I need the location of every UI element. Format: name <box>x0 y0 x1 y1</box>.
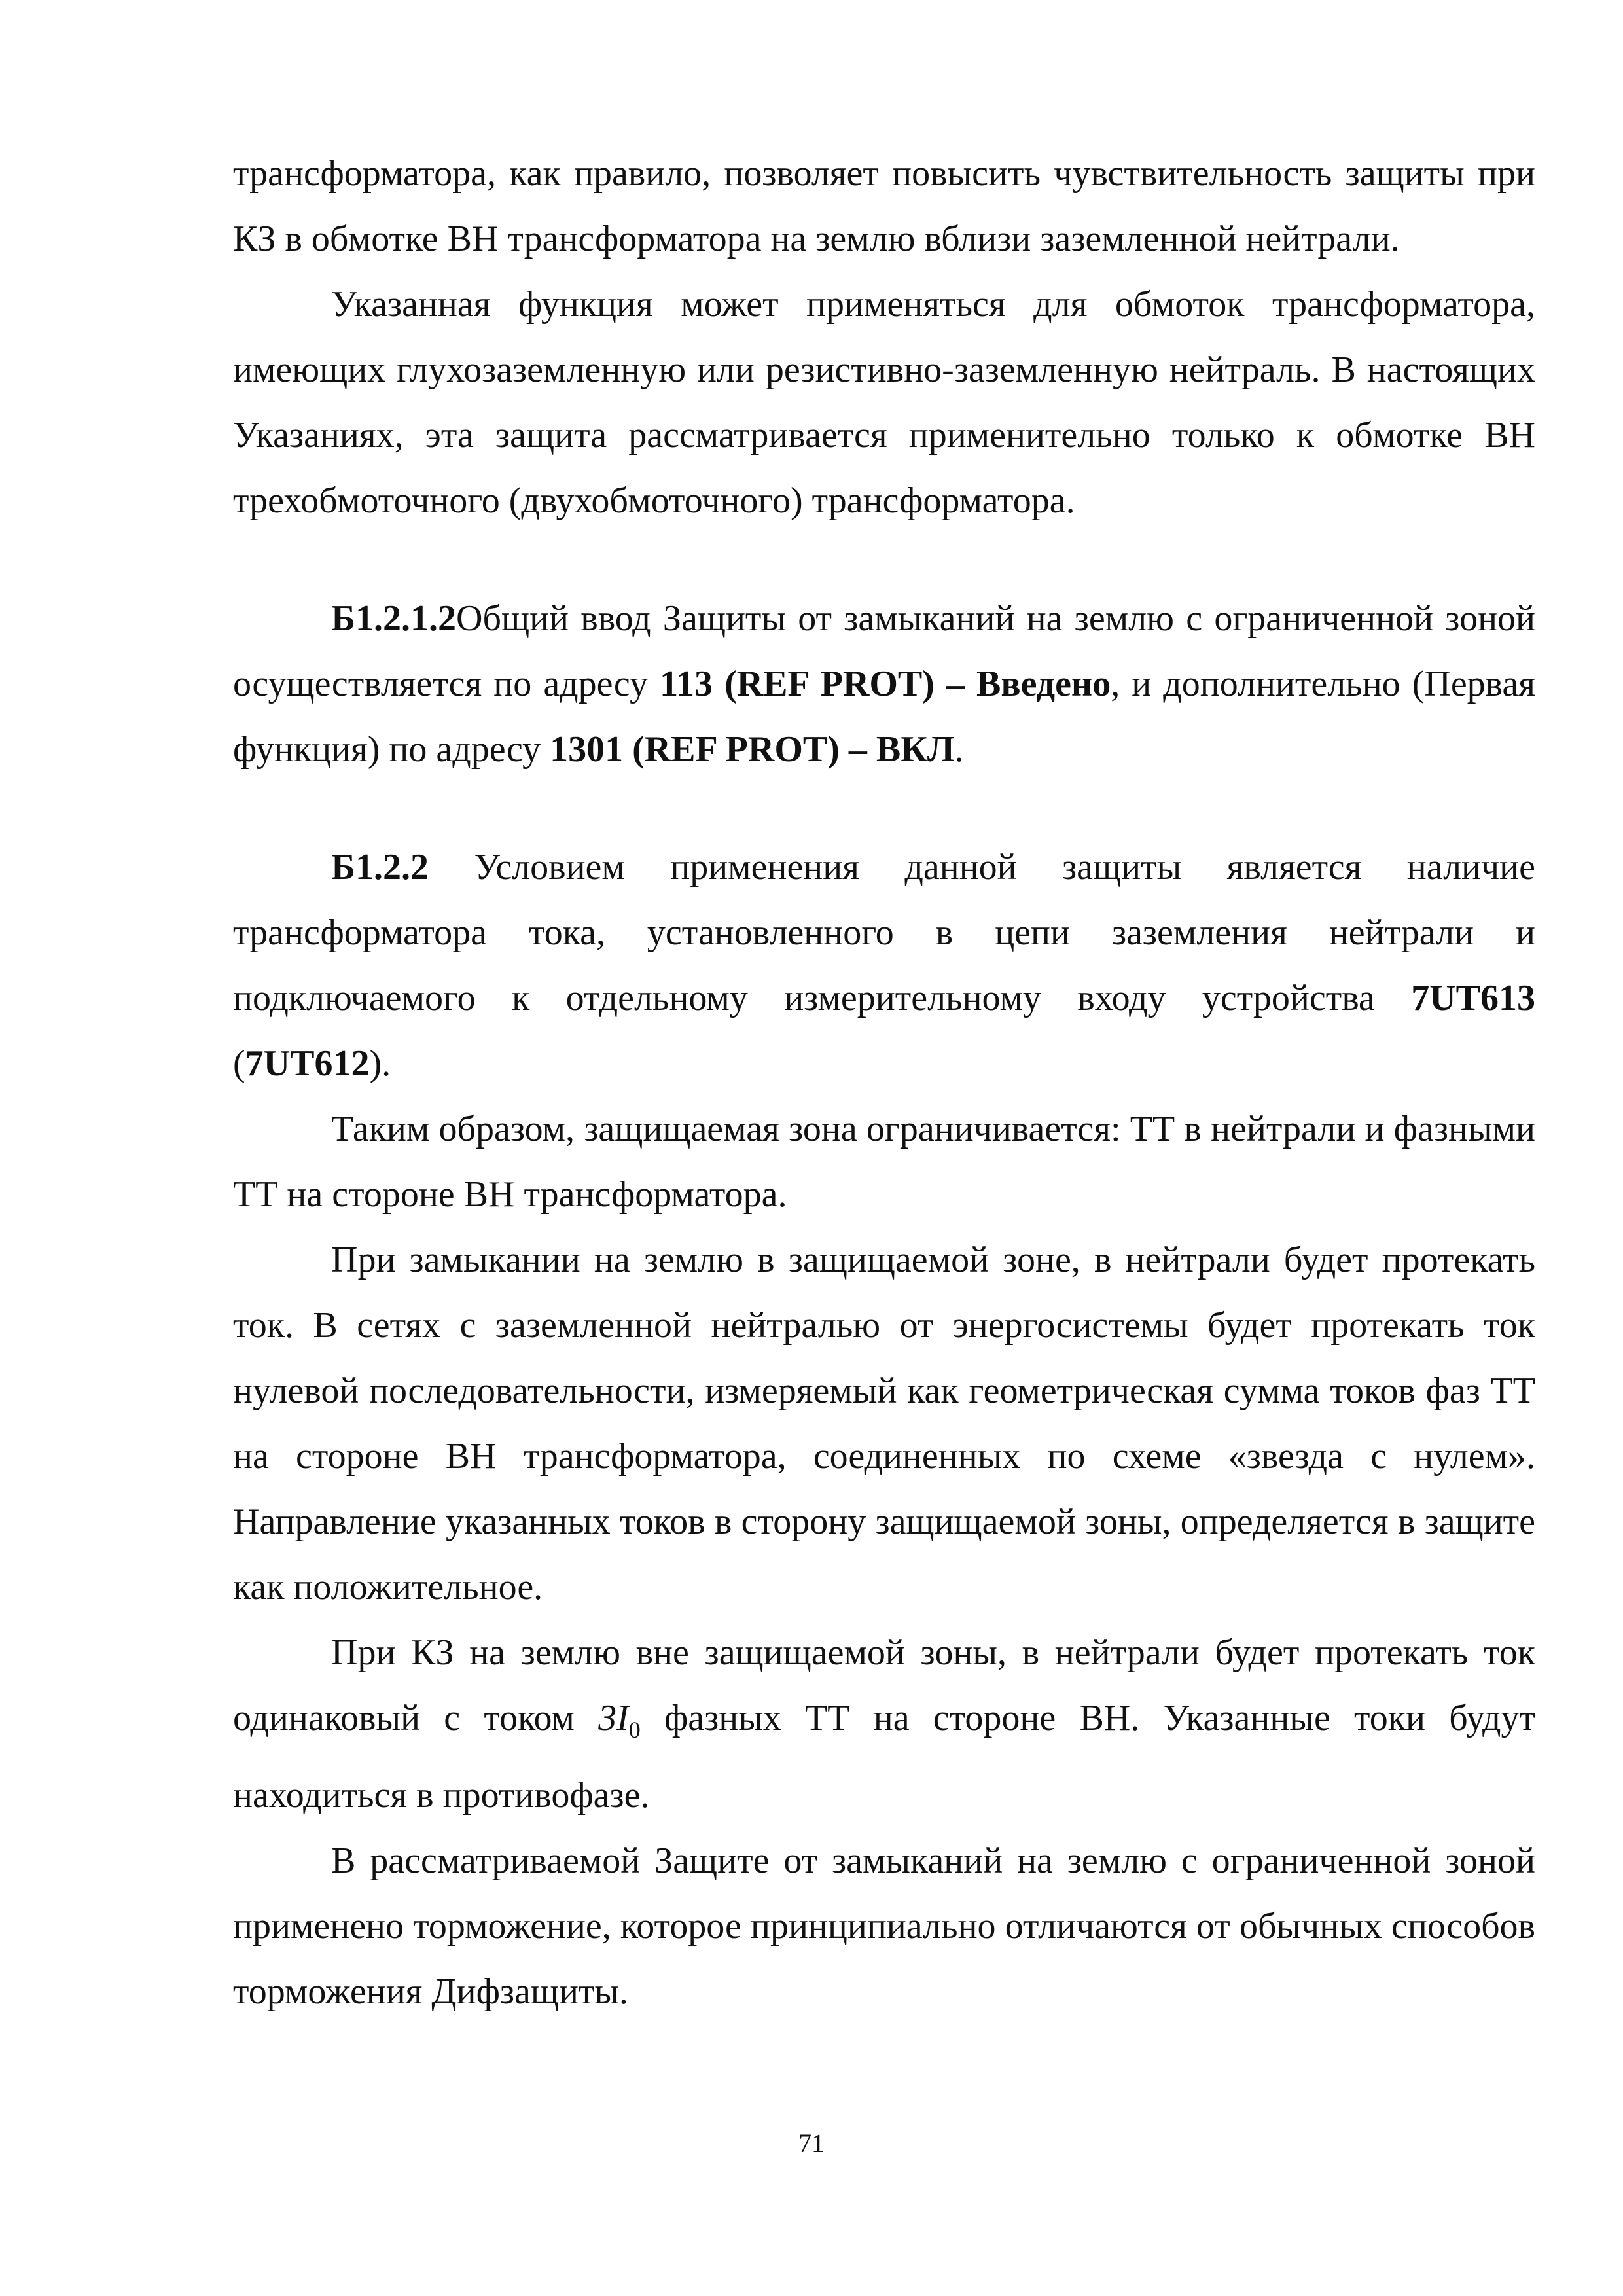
paragraph-restraint: В рассматриваемой Защите от замыканий на землю с ограниченной зоной применено торможение, которое принципиально отличаются от обычных способов торможения Дифзащиты. <box>233 1840 1535 2012</box>
document-body <box>233 141 1535 2024</box>
section-number: Б1.2.1.2 <box>331 598 457 639</box>
paragraph-text: фазных ТТ на стороне ВН. Указанные токи будут находиться в противофазе. <box>233 1698 1535 1816</box>
symbol-main: 3I <box>598 1698 629 1738</box>
paragraph-text: . <box>954 729 964 770</box>
address-setting: 1301 (REF PROT) – ВКЛ <box>550 729 955 770</box>
paragraph-text: Условием применения данной защиты является наличие трансформатора тока, установленного в цепи заземления нейтрали и подключаемого к отдельному измерительному входу устройства <box>233 847 1535 1018</box>
paragraph-protected-zone: Таким образом, защищаемая зона ограничивается: ТТ в нейтрали и фазными ТТ на стороне ВН трансформатора. <box>233 1109 1535 1215</box>
paragraph-b1-2-2 <box>233 834 1535 1096</box>
address-setting: 113 (REF PROT) – Введено <box>660 664 1111 704</box>
paragraph-text: ). <box>369 1043 391 1084</box>
symbol-subscript: 0 <box>628 1717 641 1743</box>
paragraph-function-scope: Указанная функция может применяться для обмоток трансформатора, имеющих глухозаземленную или резистивно-заземленную нейтраль. В настоящих Указаниях, эта защита рассматривается применительно только к обмотке ВН трехобмоточного (двухобмоточного) трансформатора. <box>233 284 1535 521</box>
paragraph-text: При КЗ на землю вне защищаемой зоны, в нейтрали будет протекать ток одинаковый с током <box>233 1632 1535 1738</box>
paragraph-external-fault <box>233 1620 1535 1828</box>
paragraph-continuation: трансформатора, как правило, позволяет повысить чувствительность защиты при КЗ в обмотке ВН трансформатора на землю вблизи заземленной нейтрали. <box>233 153 1535 259</box>
paragraph-b1-2-1-2 <box>233 586 1535 782</box>
zero-sequence-current-symbol <box>598 1698 641 1743</box>
device-model: 7UT612 <box>245 1043 370 1084</box>
paragraph-text: ( <box>233 1043 245 1084</box>
paragraph-text: , и дополнительно (Первая функция) по адресу <box>233 664 1535 770</box>
paragraph-text: Общий ввод Защиты от замыканий на землю с ограниченной зоной осуществляется по адресу <box>233 598 1535 704</box>
paragraph-internal-fault: При замыкании на землю в защищаемой зоне, в нейтрали будет протекать ток. В сетях с заземленной нейтралью от энергосистемы будет протекать ток нулевой последовательности, измеряемый как геометрическая сумма токов фаз ТТ на стороне ВН трансформатора, соединенных по схеме «звезда с нулем». Направление указанных токов в сторону защищаемой зоны, определяется в защите как положительное. <box>233 1240 1535 1607</box>
page-number: 71 <box>798 2128 825 2158</box>
device-model: 7UT613 <box>1411 978 1535 1018</box>
section-number: Б1.2.2 <box>331 847 429 888</box>
